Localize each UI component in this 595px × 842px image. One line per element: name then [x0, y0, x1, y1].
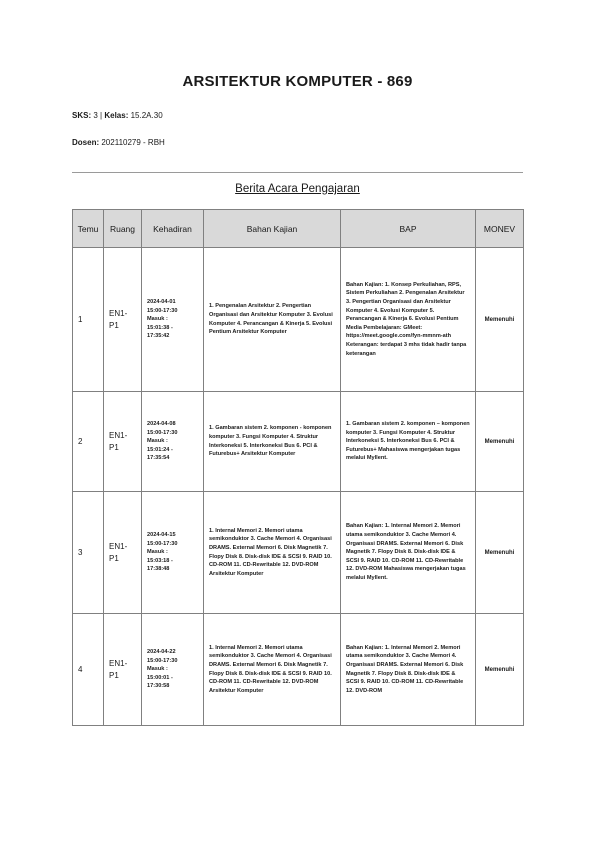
table-row — [73, 248, 524, 392]
lecturer-info — [72, 138, 165, 147]
cell-temu: 3 — [73, 492, 104, 614]
sks-label: SKS: — [72, 111, 92, 120]
col-header-ruang: Ruang — [104, 210, 142, 248]
divider — [72, 172, 523, 173]
col-header-kehadiran: Kehadiran — [142, 210, 204, 248]
table-row — [73, 392, 524, 492]
kelas-label: Kelas: — [104, 111, 129, 120]
section-title: Berita Acara Pengajaran — [235, 183, 360, 195]
cell-ruang: EN1- P1 — [104, 248, 142, 392]
cell-bap: Bahan Kajian: 1. Internal Memori 2. Memori utama semikonduktor 3. Cache Memori 4. Organisasi DRAMS. External Memori 6. Disk Magnetik 7. Flopy Disk 8. Disk-disk IDE & SCSI 9. RAID 10. CD-ROM 11. CD-Rewritable 12. DVD-ROM Mahasiswa mengerjakan tugas melalui Myllent. — [341, 492, 476, 614]
course-info — [72, 111, 163, 120]
cell-kehadiran: 2024-04-08 15:00-17:30 Masuk : 15:01:24 - 17:35:54 — [142, 392, 204, 492]
dosen-label: Dosen: — [72, 138, 100, 147]
col-header-monev: MONEV — [476, 210, 524, 248]
cell-bahan-kajian: 1. Gambaran sistem 2. komponen - komponen komputer 3. Fungsi Komputer 4. Struktur Interkoneksi 5. Interkoneksi Bus 6. PCI & Futurebus+ Arsitektur Komputer — [204, 392, 341, 492]
cell-temu: 2 — [73, 392, 104, 492]
col-header-bahan-kajian: Bahan Kajian — [204, 210, 341, 248]
cell-bap: Bahan Kajian: 1. Konsep Perkuliahan, RPS, Sistem Perkuliahan 2. Pengenalan Arsitektur 3. Pengertian Organisasi dan Arsitektur Komputer 4. Evolusi Komputer 5. Perancangan & Kinerja 6. Evolusi Pentium Media Pembelajaran: GMeet: https://meet.google.com/fyn-mmnm-ath Keterangan: terdapat 3 mhs tidak hadir tanpa keterangan — [341, 248, 476, 392]
kelas-value: 15.2A.30 — [130, 111, 163, 120]
cell-monev: Memenuhi — [476, 248, 524, 392]
cell-bahan-kajian: 1. Internal Memori 2. Memori utama semikonduktor 3. Cache Memori 4. Organisasi DRAMS. External Memori 6. Disk Magnetik 7. Flopy Disk 8. Disk-disk IDE & SCSI 9. RAID 10. CD-ROM 11. CD-Rewritable 12. DVD-ROM Arsitektur Komputer — [204, 492, 341, 614]
cell-bahan-kajian: 1. Internal Memori 2. Memori utama semikonduktor 3. Cache Memori 4. Organisasi DRAMS. External Memori 6. Disk Magnetik 7. Flopy Disk 8. Disk-disk IDE & SCSI 9. RAID 10. CD-ROM 11. CD-Rewritable 12. DVD-ROM Arsitektur Komputer — [204, 614, 341, 726]
cell-ruang: EN1- P1 — [104, 492, 142, 614]
cell-monev: Memenuhi — [476, 392, 524, 492]
cell-ruang: EN1- P1 — [104, 392, 142, 492]
cell-ruang: EN1- P1 — [104, 614, 142, 726]
sks-value: 3 — [93, 111, 98, 120]
table-header-row — [73, 210, 524, 248]
table-row — [73, 492, 524, 614]
cell-monev: Memenuhi — [476, 614, 524, 726]
col-header-temu: Temu — [73, 210, 104, 248]
separator: | — [100, 111, 103, 120]
cell-kehadiran: 2024-04-15 15:00-17:30 Masuk : 15:03:18 - 17:38:48 — [142, 492, 204, 614]
col-header-bap: BAP — [341, 210, 476, 248]
cell-bahan-kajian: 1. Pengenalan Arsitektur 2. Pengertian Organisasi dan Arsitektur Komputer 3. Evolusi Komputer 4. Perancangan & Kinerja 5. Evolusi Pentium Arsitektur Komputer — [204, 248, 341, 392]
teaching-record-table — [72, 209, 524, 726]
table-row — [73, 614, 524, 726]
cell-bap: Bahan Kajian: 1. Internal Memori 2. Memori utama semikonduktor 3. Cache Memori 4. Organisasi DRAMS. External Memori 6. Disk Magnetik 7. Flopy Disk 8. Disk-disk IDE & SCSI 9. RAID 10. CD-ROM 11. CD-Rewritable 12. DVD-ROM — [341, 614, 476, 726]
cell-kehadiran: 2024-04-01 15:00-17:30 Masuk : 15:01:38 - 17:35:42 — [142, 248, 204, 392]
dosen-value: 202110279 - RBH — [101, 138, 165, 147]
cell-monev: Memenuhi — [476, 492, 524, 614]
cell-temu: 1 — [73, 248, 104, 392]
cell-temu: 4 — [73, 614, 104, 726]
cell-kehadiran: 2024-04-22 15:00-17:30 Masuk : 15:00:01 - 17:30:58 — [142, 614, 204, 726]
page-title: ARSITEKTUR KOMPUTER - 869 — [182, 73, 413, 90]
cell-bap: 1. Gambaran sistem 2. komponen – komponen komputer 3. Fungsi Komputer 4. Struktur Interkoneksi 5. Interkoneksi Bus 6. PCI & Futurebus+ Mahasiswa mengerjakan tugas melalui Myllent. — [341, 392, 476, 492]
